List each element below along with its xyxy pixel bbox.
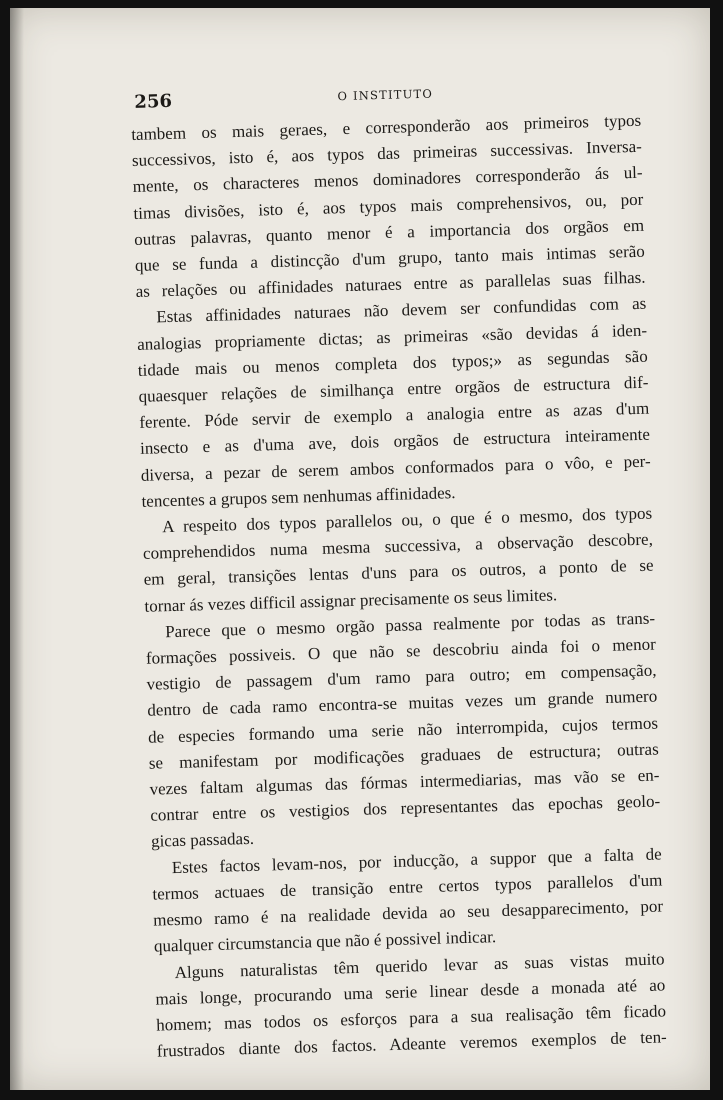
text-line: Alguns naturalistas têm querido levar as suas vistas muito [174,948,665,982]
body-text [131,108,667,1065]
text-line: quaesquer relações de similhança entre orgãos de estructura dif- [138,372,649,406]
text-line: termos actuaes de transição entre certos typos parallelos d'um [152,870,663,904]
page-number: 256 [134,90,173,113]
text-line: se manifestam por modificações graduaes de estructura; outras [148,739,659,773]
text-line: as relações ou affinidades naturaes entre as parallelas suas filhas. [135,267,646,302]
text-line: vezes faltam algumas das fórmas intermediarias, mas vão se en- [149,765,660,799]
text-line: dentro de cada ramo encontra-se muitas vezes um grande numero [147,686,658,721]
text-line: outras palavras, quanto menor é a importancia dos orgãos em [133,215,645,249]
text-line: tencentes a grupos sem nenhumas affinidades. [141,482,456,511]
text-line: de especies formando uma serie não interrompida, cujos termos [147,713,659,747]
text-line: insecto e as d'uma ave, dois orgãos de estructura inteiramente [139,425,651,459]
text-line: formações possiveis. O que não se descobriu ainda foi o menor [145,634,656,668]
text-line: em geral, transições lentas d'uns para os outros, a ponto de se [143,556,654,590]
text-line: comprehendidos numa mesma successiva, a observação descobre, [142,529,654,564]
text-line: frustrados diante dos factos. Adeante veremos exemplos de ten- [156,1027,667,1061]
text-line: gicas passadas. [150,829,255,852]
text-line: successivos, isto é, aos typos das primeiras successivas. Inversa- [131,136,643,171]
text-line: mesmo ramo é na realidade devida ao seu desapparecimento, por [152,896,664,930]
text-line: homem; mas todos os esforços para a sua realisação têm ficado [155,1001,667,1035]
text-line: vestigio de passagem d'um ramo para outro; em compensação, [146,660,657,695]
text-line: que se funda a distincção d'um grupo, tanto mais intimas serão [134,241,646,275]
page-content [130,74,667,1065]
text-line: tambem os mais geraes, e corresponderão aos primeiros typos [131,110,642,144]
text-line: A respeito dos typos parallelos ou, o que é o mesmo, dos typos [161,503,653,537]
text-line: qualquer circumstancia que não é possivel indicar. [153,927,497,956]
text-line: diversa, a pezar de serem ambos conformados para o vôo, e per- [140,451,651,485]
text-line: tidade mais ou menos completa dos typos;» as segundas são [137,346,648,380]
text-line: Estas affinidades naturaes não devem ser confundidas com as [156,294,647,327]
text-line: ferente. Póde servir de exemplo a analogia entre as azas d'um [139,398,650,433]
scanned-page [10,8,710,1090]
binding-shadow [10,8,24,1090]
running-title: O INSTITUTO [337,86,434,104]
text-line: timas divisões, isto é, aos typos mais comprehensivos, ou, por [133,189,644,223]
text-line: contrar entre os vestigios dos representantes das epochas geolo- [150,791,661,825]
text-line: mente, os characteres menos dominadores corresponderão ás ul- [132,163,643,197]
text-line: Estes factos levam-nos, por inducção, a suppor que a falta de [171,844,662,877]
text-line: mais longe, procurando uma serie linear desde a monada até ao [155,975,666,1009]
text-line: Parece que o mesmo orgão passa realmente por todas as trans- [164,608,656,642]
text-line: analogias propriamente dictas; as primeiras «são devidas á iden- [136,320,648,354]
text-line: tornar ás vezes difficil assignar precisamente os seus limites. [144,584,558,616]
